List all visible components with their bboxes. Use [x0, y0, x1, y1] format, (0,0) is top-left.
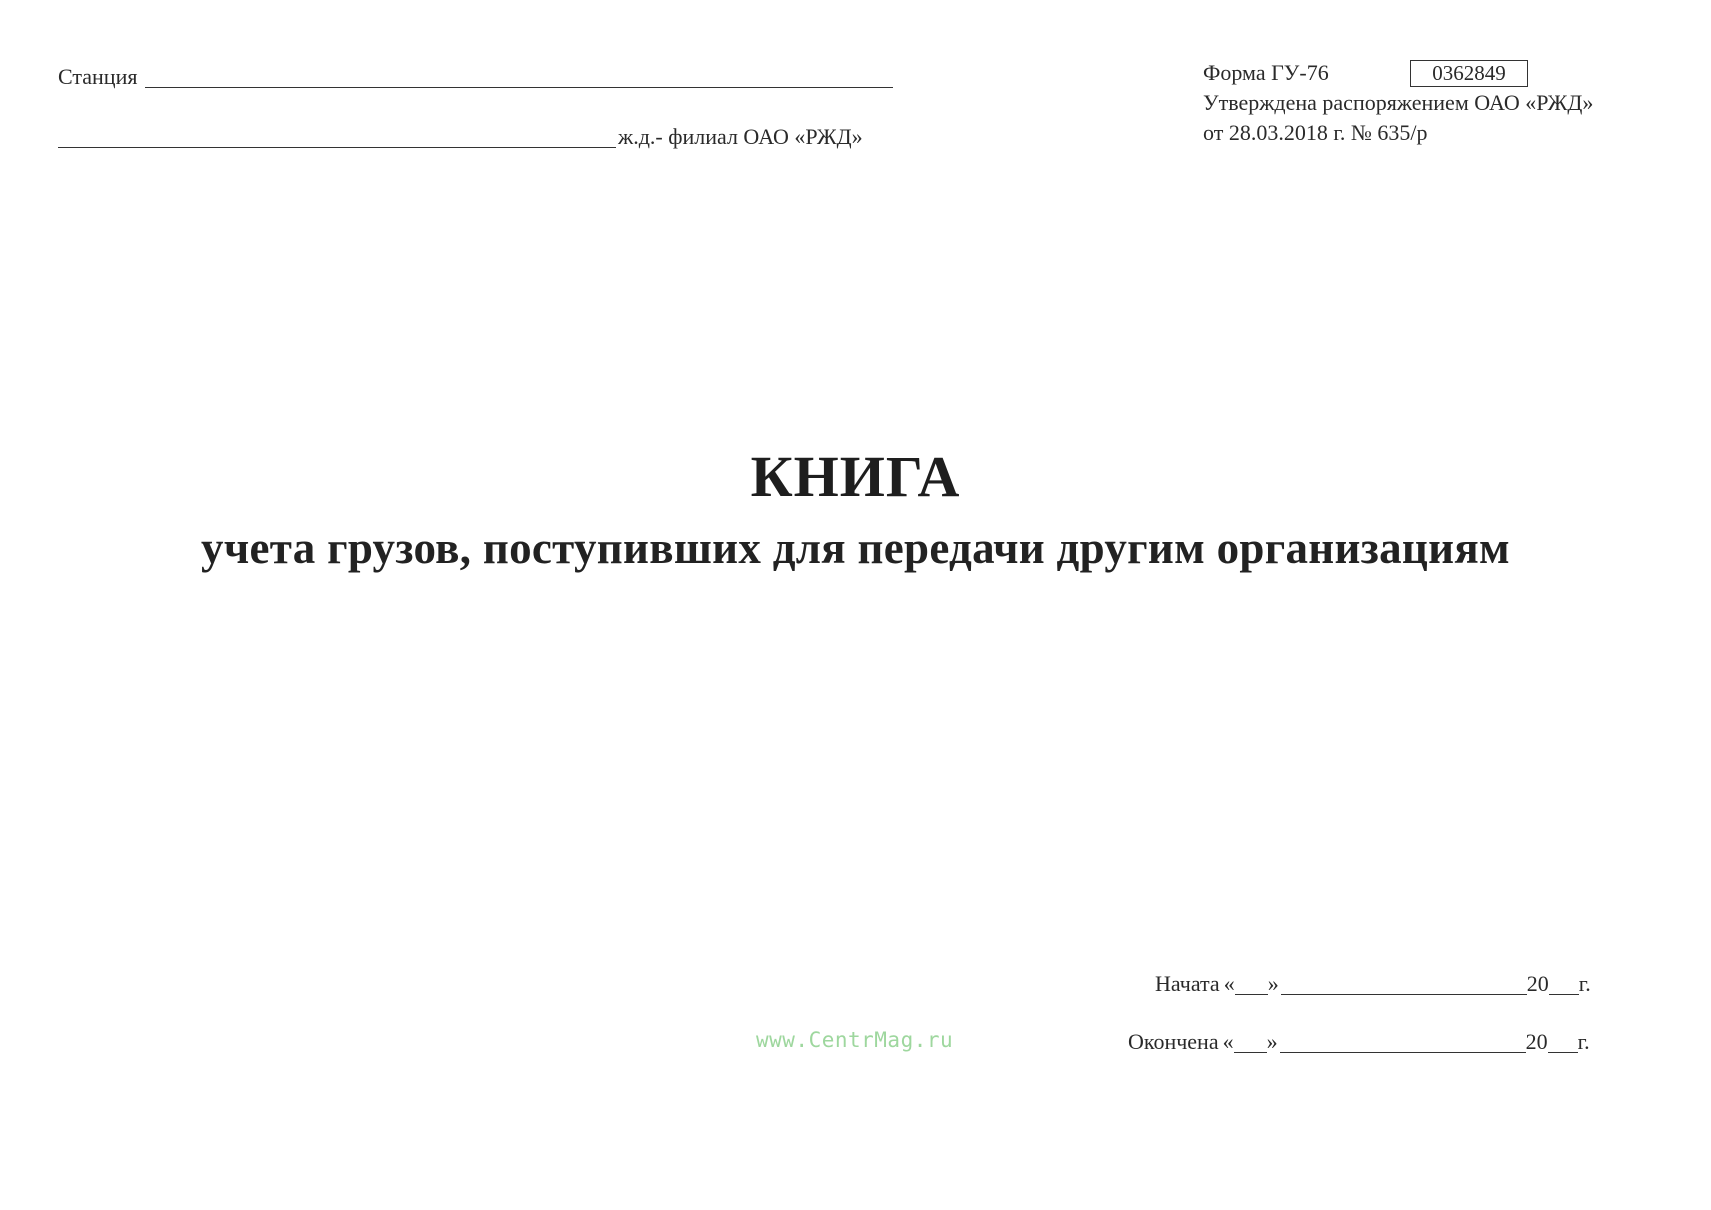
- ended-date-field: [1128, 1023, 1590, 1053]
- branch-blank-line: [58, 127, 616, 148]
- started-year-suffix: г.: [1578, 971, 1591, 996]
- started-year-prefix: 20: [1526, 971, 1549, 996]
- started-year-blank: [1549, 974, 1579, 995]
- station-field: [58, 58, 893, 88]
- started-close-quote: »: [1267, 971, 1279, 996]
- form-number-box: 0362849: [1410, 60, 1528, 87]
- ended-open-quote: «: [1222, 1029, 1234, 1054]
- page-title: КНИГА: [750, 444, 961, 509]
- started-open-quote: «: [1223, 971, 1235, 996]
- station-label: Станция: [58, 64, 138, 89]
- form-id-row: [1203, 58, 1663, 88]
- ended-close-quote: »: [1266, 1029, 1278, 1054]
- form-name: Форма ГУ-76: [1203, 60, 1329, 85]
- form-approved-line: Утверждена распоряжением ОАО «РЖД»: [1203, 90, 1594, 115]
- ended-year-blank: [1548, 1032, 1578, 1053]
- ended-year-suffix: г.: [1577, 1029, 1590, 1054]
- station-blank-line: [145, 67, 893, 88]
- ended-year-prefix: 20: [1525, 1029, 1548, 1054]
- started-month-blank: [1281, 974, 1527, 995]
- started-day-blank: [1235, 974, 1268, 995]
- started-date-field: [1155, 965, 1591, 995]
- started-label: Начата: [1155, 971, 1220, 996]
- branch-label: ж.д.- филиал ОАО «РЖД»: [618, 124, 863, 149]
- form-info: [1203, 58, 1663, 148]
- branch-field: [58, 118, 893, 148]
- ended-month-blank: [1280, 1032, 1526, 1053]
- ended-day-blank: [1234, 1032, 1267, 1053]
- watermark-text: www.CentrMag.ru: [756, 1028, 954, 1052]
- form-date-line: от 28.03.2018 г. № 635/р: [1203, 120, 1428, 145]
- ended-label: Окончена: [1128, 1029, 1219, 1054]
- page-subtitle: учета грузов, поступивших для передачи другим организациям: [201, 523, 1510, 573]
